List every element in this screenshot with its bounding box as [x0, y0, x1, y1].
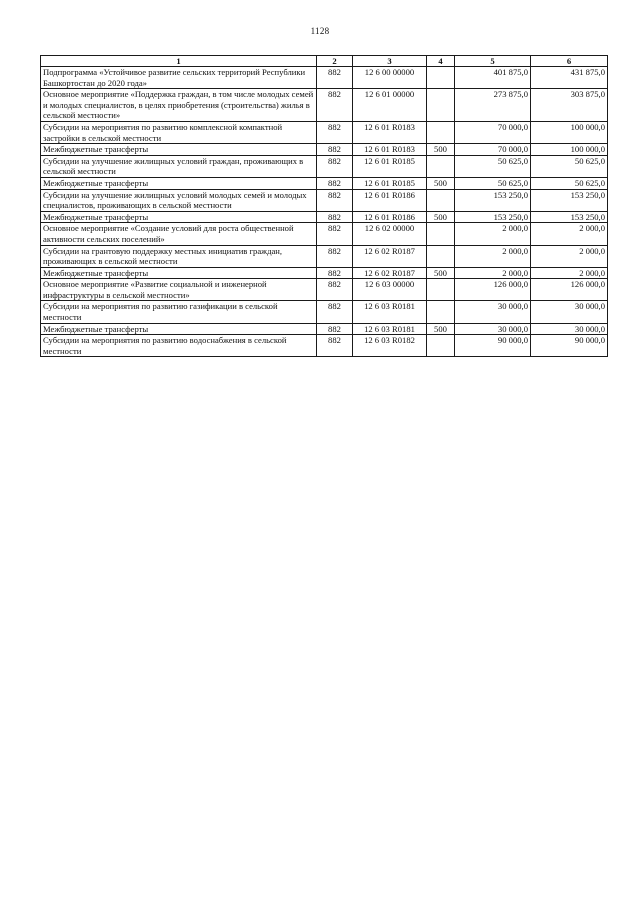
cell-sum2: 2 000,0 [531, 245, 608, 267]
table-row [41, 267, 608, 279]
table-row [41, 245, 608, 267]
cell-sum1: 153 250,0 [455, 189, 531, 211]
cell-sum1: 70 000,0 [455, 121, 531, 143]
cell-name: Межбюджетные трансферты [41, 177, 317, 189]
cell-sum2: 90 000,0 [531, 335, 608, 357]
table-header [41, 56, 608, 67]
cell-type [427, 223, 455, 245]
cell-sum2: 431 875,0 [531, 67, 608, 89]
table-row [41, 223, 608, 245]
cell-code: 882 [317, 67, 353, 89]
cell-sum1: 30 000,0 [455, 301, 531, 323]
page-number: 1128 [310, 26, 330, 36]
cell-csr: 12 6 03 R0181 [353, 301, 427, 323]
cell-name: Основное мероприятие «Развитие социальной и инженерной инфраструктуры в сельской местности» [41, 279, 317, 301]
table-row [41, 189, 608, 211]
cell-csr: 12 6 02 R0187 [353, 267, 427, 279]
cell-sum2: 50 625,0 [531, 155, 608, 177]
cell-name: Субсидии на мероприятия по развитию газификации в сельской местности [41, 301, 317, 323]
cell-csr: 12 6 01 R0185 [353, 155, 427, 177]
cell-code: 882 [317, 267, 353, 279]
cell-sum2: 2 000,0 [531, 267, 608, 279]
cell-type [427, 301, 455, 323]
cell-sum1: 30 000,0 [455, 323, 531, 335]
cell-name: Межбюджетные трансферты [41, 211, 317, 223]
cell-type: 500 [427, 177, 455, 189]
cell-code: 882 [317, 301, 353, 323]
cell-code: 882 [317, 89, 353, 122]
cell-csr: 12 6 01 R0186 [353, 211, 427, 223]
cell-type [427, 155, 455, 177]
budget-table [40, 55, 608, 357]
cell-type [427, 335, 455, 357]
header-col-type: 4 [427, 56, 455, 67]
cell-name: Межбюджетные трансферты [41, 267, 317, 279]
cell-sum1: 70 000,0 [455, 144, 531, 156]
header-col-sum1: 5 [455, 56, 531, 67]
cell-code: 882 [317, 155, 353, 177]
cell-code: 882 [317, 279, 353, 301]
cell-csr: 12 6 02 00000 [353, 223, 427, 245]
cell-type [427, 279, 455, 301]
cell-sum1: 90 000,0 [455, 335, 531, 357]
cell-code: 882 [317, 211, 353, 223]
cell-sum1: 2 000,0 [455, 223, 531, 245]
cell-type [427, 121, 455, 143]
cell-name: Межбюджетные трансферты [41, 144, 317, 156]
cell-sum2: 30 000,0 [531, 323, 608, 335]
cell-sum2: 153 250,0 [531, 211, 608, 223]
cell-csr: 12 6 01 R0183 [353, 144, 427, 156]
cell-name: Межбюджетные трансферты [41, 323, 317, 335]
cell-csr: 12 6 02 R0187 [353, 245, 427, 267]
cell-csr: 12 6 03 00000 [353, 279, 427, 301]
cell-code: 882 [317, 177, 353, 189]
cell-sum2: 100 000,0 [531, 121, 608, 143]
table-row [41, 177, 608, 189]
header-row [41, 56, 608, 67]
cell-sum1: 2 000,0 [455, 245, 531, 267]
table-row [41, 89, 608, 122]
cell-code: 882 [317, 245, 353, 267]
cell-code: 882 [317, 323, 353, 335]
table-row [41, 155, 608, 177]
cell-sum1: 401 875,0 [455, 67, 531, 89]
cell-name: Субсидии на улучшение жилищных условий молодых семей и молодых специалистов, проживающих в сельской местности [41, 189, 317, 211]
cell-code: 882 [317, 223, 353, 245]
cell-sum1: 273 875,0 [455, 89, 531, 122]
header-col-csr: 3 [353, 56, 427, 67]
cell-sum1: 126 000,0 [455, 279, 531, 301]
table-row [41, 211, 608, 223]
cell-type: 500 [427, 144, 455, 156]
cell-csr: 12 6 00 00000 [353, 67, 427, 89]
cell-type [427, 89, 455, 122]
cell-sum2: 2 000,0 [531, 223, 608, 245]
cell-name: Подпрограмма «Устойчивое развитие сельских территорий Республики Башкортостан до 2020 года» [41, 67, 317, 89]
cell-csr: 12 6 01 R0183 [353, 121, 427, 143]
cell-sum1: 50 625,0 [455, 155, 531, 177]
cell-type [427, 189, 455, 211]
header-col-name: 1 [41, 56, 317, 67]
cell-type [427, 67, 455, 89]
cell-type: 500 [427, 323, 455, 335]
table-row [41, 323, 608, 335]
cell-type [427, 245, 455, 267]
table-row [41, 67, 608, 89]
cell-name: Основное мероприятие «Поддержка граждан, в том числе молодых семей и молодых специалистов, в целях приобретения (строительства) жилья в сельской местности» [41, 89, 317, 122]
cell-code: 882 [317, 121, 353, 143]
cell-csr: 12 6 03 R0182 [353, 335, 427, 357]
cell-code: 882 [317, 189, 353, 211]
cell-csr: 12 6 01 R0185 [353, 177, 427, 189]
table-row [41, 279, 608, 301]
header-col-code: 2 [317, 56, 353, 67]
table-row [41, 144, 608, 156]
cell-sum1: 2 000,0 [455, 267, 531, 279]
table-row [41, 335, 608, 357]
cell-sum2: 126 000,0 [531, 279, 608, 301]
cell-csr: 12 6 01 R0186 [353, 189, 427, 211]
table-body [41, 67, 608, 357]
cell-name: Субсидии на мероприятия по развитию водоснабжения в сельской местности [41, 335, 317, 357]
cell-sum1: 50 625,0 [455, 177, 531, 189]
cell-sum2: 30 000,0 [531, 301, 608, 323]
cell-name: Субсидии на грантовую поддержку местных инициатив граждан, проживающих в сельской местности [41, 245, 317, 267]
cell-csr: 12 6 03 R0181 [353, 323, 427, 335]
table-row [41, 121, 608, 143]
cell-name: Субсидии на мероприятия по развитию комплексной компактной застройки в сельской местности [41, 121, 317, 143]
table-row [41, 301, 608, 323]
cell-code: 882 [317, 144, 353, 156]
cell-type: 500 [427, 211, 455, 223]
cell-sum2: 50 625,0 [531, 177, 608, 189]
cell-csr: 12 6 01 00000 [353, 89, 427, 122]
cell-sum2: 153 250,0 [531, 189, 608, 211]
header-col-sum2: 6 [531, 56, 608, 67]
cell-sum2: 100 000,0 [531, 144, 608, 156]
cell-name: Субсидии на улучшение жилищных условий граждан, проживающих в сельской местности [41, 155, 317, 177]
cell-sum2: 303 875,0 [531, 89, 608, 122]
cell-name: Основное мероприятие «Создание условий для роста общественной активности сельских поселений» [41, 223, 317, 245]
cell-code: 882 [317, 335, 353, 357]
cell-type: 500 [427, 267, 455, 279]
cell-sum1: 153 250,0 [455, 211, 531, 223]
